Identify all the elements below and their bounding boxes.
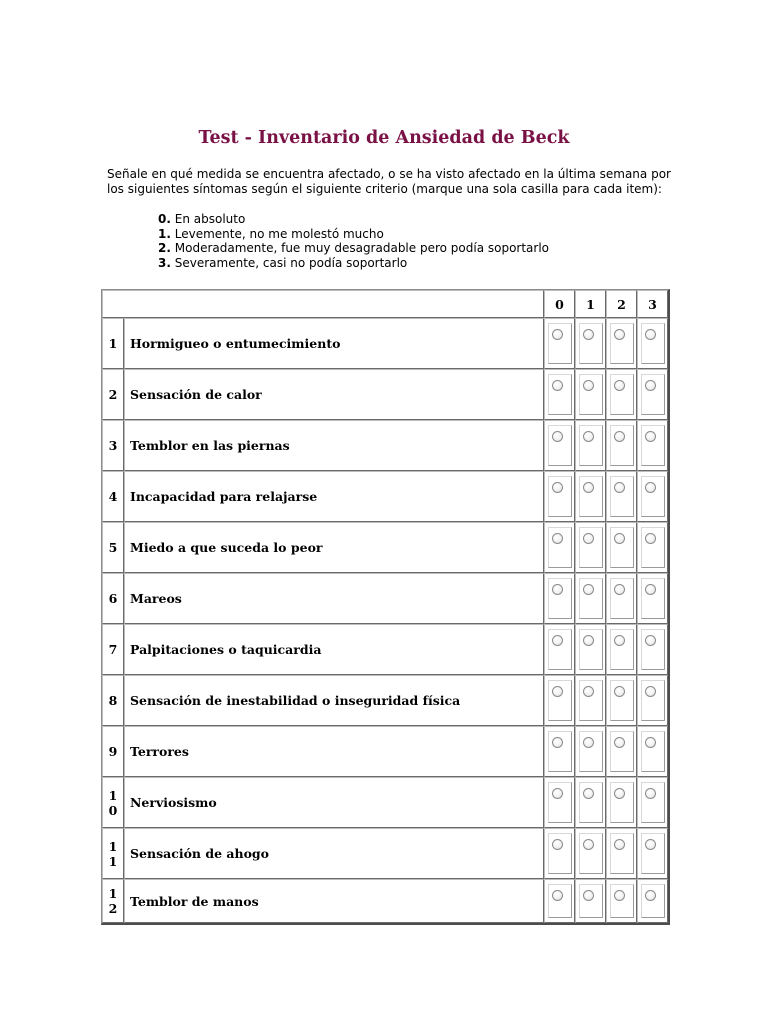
option-cell-0 xyxy=(544,726,575,777)
item-number-text: 1 xyxy=(108,336,118,351)
criterion-text: Moderadamente, fue muy desagradable pero podía soportarlo xyxy=(174,241,550,255)
option-cell-2 xyxy=(606,624,637,675)
option-cell-3 xyxy=(637,879,668,923)
table-row xyxy=(102,369,668,420)
criterion-number: 2. xyxy=(158,241,171,255)
radio-button-3[interactable] xyxy=(645,533,656,544)
radio-button-2[interactable] xyxy=(614,329,625,340)
option-cell-0 xyxy=(544,879,575,923)
radio-button-3[interactable] xyxy=(645,482,656,493)
symptom-label: Temblor en las piernas xyxy=(124,420,544,471)
table-row xyxy=(102,624,668,675)
symptom-label: Incapacidad para relajarse xyxy=(124,471,544,522)
scoring-criteria-list xyxy=(158,212,549,270)
option-cell-2 xyxy=(606,420,637,471)
criterion-text: En absoluto xyxy=(174,212,246,226)
item-number-digit: 2 xyxy=(108,901,118,916)
option-cell-1 xyxy=(575,828,606,879)
option-cell-2 xyxy=(606,318,637,369)
radio-button-1[interactable] xyxy=(583,890,594,901)
column-header-3: 3 xyxy=(637,290,668,318)
option-frame xyxy=(579,884,603,918)
table-row xyxy=(102,318,668,369)
radio-button-3[interactable] xyxy=(645,584,656,595)
option-cell-1 xyxy=(575,726,606,777)
radio-button-3[interactable] xyxy=(645,839,656,850)
table-row xyxy=(102,828,668,879)
option-cell-0 xyxy=(544,318,575,369)
item-number-digit: 1 xyxy=(108,787,118,803)
radio-button-3[interactable] xyxy=(645,635,656,646)
column-header-0: 0 xyxy=(544,290,575,318)
radio-button-1[interactable] xyxy=(583,380,594,391)
column-header-2: 2 xyxy=(606,290,637,318)
criterion-number: 0. xyxy=(158,212,171,226)
criterion-number: 3. xyxy=(158,255,171,270)
item-number-text: 5 xyxy=(108,540,118,555)
item-number xyxy=(102,879,124,923)
radio-button-0[interactable] xyxy=(552,737,563,748)
item-number xyxy=(102,726,124,777)
radio-button-0[interactable] xyxy=(552,380,563,391)
item-number-text: 4 xyxy=(108,489,118,504)
radio-button-3[interactable] xyxy=(645,329,656,340)
option-cell-1 xyxy=(575,369,606,420)
radio-button-0[interactable] xyxy=(552,890,563,901)
item-number xyxy=(102,420,124,471)
symptom-label: Temblor de manos xyxy=(124,879,544,923)
option-cell-3 xyxy=(637,828,668,879)
symptom-label: Mareos xyxy=(124,573,544,624)
item-number-text: 2 xyxy=(108,387,118,402)
item-number-text: 7 xyxy=(108,642,118,657)
option-cell-0 xyxy=(544,624,575,675)
criterion-number: 1. xyxy=(158,226,171,241)
table-row xyxy=(102,777,668,828)
radio-button-2[interactable] xyxy=(614,431,625,442)
radio-button-0[interactable] xyxy=(552,584,563,595)
item-number-digit: 1 xyxy=(108,886,118,901)
option-frame xyxy=(610,884,634,918)
symptom-label: Sensación de ahogo xyxy=(124,828,544,879)
radio-button-2[interactable] xyxy=(614,890,625,901)
criterion-text: Severamente, casi no podía soportarlo xyxy=(174,255,408,270)
radio-button-1[interactable] xyxy=(583,737,594,748)
item-number xyxy=(102,471,124,522)
radio-button-0[interactable] xyxy=(552,329,563,340)
radio-button-2[interactable] xyxy=(614,686,625,697)
option-cell-0 xyxy=(544,777,575,828)
radio-button-3[interactable] xyxy=(645,737,656,748)
option-cell-1 xyxy=(575,420,606,471)
radio-button-1[interactable] xyxy=(583,788,594,799)
option-cell-1 xyxy=(575,777,606,828)
radio-button-1[interactable] xyxy=(583,533,594,544)
option-cell-1 xyxy=(575,879,606,923)
table-header-row xyxy=(102,290,668,318)
radio-button-1[interactable] xyxy=(583,635,594,646)
radio-button-0[interactable] xyxy=(552,482,563,493)
symptom-label: Nerviosismo xyxy=(124,777,544,828)
option-cell-2 xyxy=(606,726,637,777)
option-cell-3 xyxy=(637,675,668,726)
item-number-text: 6 xyxy=(108,591,118,606)
table-row xyxy=(102,471,668,522)
radio-button-1[interactable] xyxy=(583,686,594,697)
option-cell-2 xyxy=(606,471,637,522)
radio-button-0[interactable] xyxy=(552,431,563,442)
option-cell-3 xyxy=(637,573,668,624)
item-number-text xyxy=(103,839,123,869)
header-blank-cell xyxy=(102,290,544,318)
item-number xyxy=(102,828,124,879)
item-number xyxy=(102,777,124,828)
item-number xyxy=(102,675,124,726)
radio-button-0[interactable] xyxy=(552,686,563,697)
option-cell-1 xyxy=(575,318,606,369)
radio-button-1[interactable] xyxy=(583,584,594,595)
option-frame xyxy=(548,884,572,918)
option-cell-1 xyxy=(575,573,606,624)
option-cell-3 xyxy=(637,624,668,675)
option-cell-0 xyxy=(544,369,575,420)
table-row xyxy=(102,675,668,726)
page-title: Test - Inventario de Ansiedad de Beck xyxy=(198,128,570,148)
item-number xyxy=(102,522,124,573)
criterion-0 xyxy=(158,212,549,227)
option-cell-0 xyxy=(544,573,575,624)
table-row xyxy=(102,573,668,624)
radio-button-0[interactable] xyxy=(552,533,563,544)
criterion-3 xyxy=(158,256,549,271)
option-cell-2 xyxy=(606,675,637,726)
radio-button-2[interactable] xyxy=(614,788,625,799)
option-cell-1 xyxy=(575,675,606,726)
instructions-text: Señale en qué medida se encuentra afectado, o se ha visto afectado en la última semana por los siguientes síntomas según el siguiente criterio (marque una sola casilla para cada item): xyxy=(107,167,671,196)
option-cell-0 xyxy=(544,522,575,573)
option-cell-0 xyxy=(544,828,575,879)
table-row xyxy=(102,726,668,777)
radio-button-0[interactable] xyxy=(552,635,563,646)
item-number xyxy=(102,573,124,624)
radio-button-3[interactable] xyxy=(645,788,656,799)
radio-button-2[interactable] xyxy=(614,482,625,493)
radio-button-1[interactable] xyxy=(583,839,594,850)
radio-button-2[interactable] xyxy=(614,737,625,748)
item-number xyxy=(102,624,124,675)
symptom-label: Terrores xyxy=(124,726,544,777)
radio-button-3[interactable] xyxy=(645,686,656,697)
item-number-text xyxy=(103,788,123,818)
option-cell-1 xyxy=(575,522,606,573)
radio-button-0[interactable] xyxy=(552,839,563,850)
option-cell-3 xyxy=(637,318,668,369)
symptom-table xyxy=(101,289,670,925)
option-cell-3 xyxy=(637,726,668,777)
radio-button-2[interactable] xyxy=(614,533,625,544)
option-cell-3 xyxy=(637,420,668,471)
option-cell-2 xyxy=(606,879,637,923)
column-header-1: 1 xyxy=(575,290,606,318)
symptom-label: Sensación de inestabilidad o inseguridad física xyxy=(124,675,544,726)
symptom-label: Hormigueo o entumecimiento xyxy=(124,318,544,369)
option-cell-3 xyxy=(637,777,668,828)
item-number-digit: 1 xyxy=(108,853,118,869)
item-number xyxy=(102,318,124,369)
item-number-digit: 1 xyxy=(108,838,118,854)
item-number-text xyxy=(103,886,123,916)
radio-button-2[interactable] xyxy=(614,635,625,646)
radio-button-2[interactable] xyxy=(614,584,625,595)
criterion-text: Levemente, no me molestó mucho xyxy=(174,226,384,241)
option-cell-2 xyxy=(606,369,637,420)
option-frame xyxy=(641,884,665,918)
radio-button-0[interactable] xyxy=(552,788,563,799)
item-number-digit: 0 xyxy=(108,802,118,818)
radio-button-1[interactable] xyxy=(583,482,594,493)
option-cell-0 xyxy=(544,675,575,726)
item-number xyxy=(102,369,124,420)
option-cell-2 xyxy=(606,828,637,879)
radio-button-2[interactable] xyxy=(614,380,625,391)
symptom-label: Palpitaciones o taquicardia xyxy=(124,624,544,675)
table-row xyxy=(102,879,668,923)
option-cell-2 xyxy=(606,573,637,624)
radio-button-3[interactable] xyxy=(645,890,656,901)
radio-button-2[interactable] xyxy=(614,839,625,850)
option-cell-3 xyxy=(637,522,668,573)
option-cell-3 xyxy=(637,369,668,420)
option-cell-1 xyxy=(575,471,606,522)
symptom-label: Miedo a que suceda lo peor xyxy=(124,522,544,573)
radio-button-3[interactable] xyxy=(645,431,656,442)
criterion-1 xyxy=(158,227,549,242)
option-cell-0 xyxy=(544,420,575,471)
radio-button-1[interactable] xyxy=(583,329,594,340)
option-cell-2 xyxy=(606,522,637,573)
item-number-text: 3 xyxy=(108,438,118,453)
option-cell-2 xyxy=(606,777,637,828)
radio-button-1[interactable] xyxy=(583,431,594,442)
table-row xyxy=(102,420,668,471)
table-row xyxy=(102,522,668,573)
item-number-text: 8 xyxy=(108,693,118,708)
criterion-2 xyxy=(158,241,549,256)
option-cell-3 xyxy=(637,471,668,522)
symptom-label: Sensación de calor xyxy=(124,369,544,420)
radio-button-3[interactable] xyxy=(645,380,656,391)
option-cell-1 xyxy=(575,624,606,675)
option-cell-0 xyxy=(544,471,575,522)
item-number-text: 9 xyxy=(108,744,118,759)
